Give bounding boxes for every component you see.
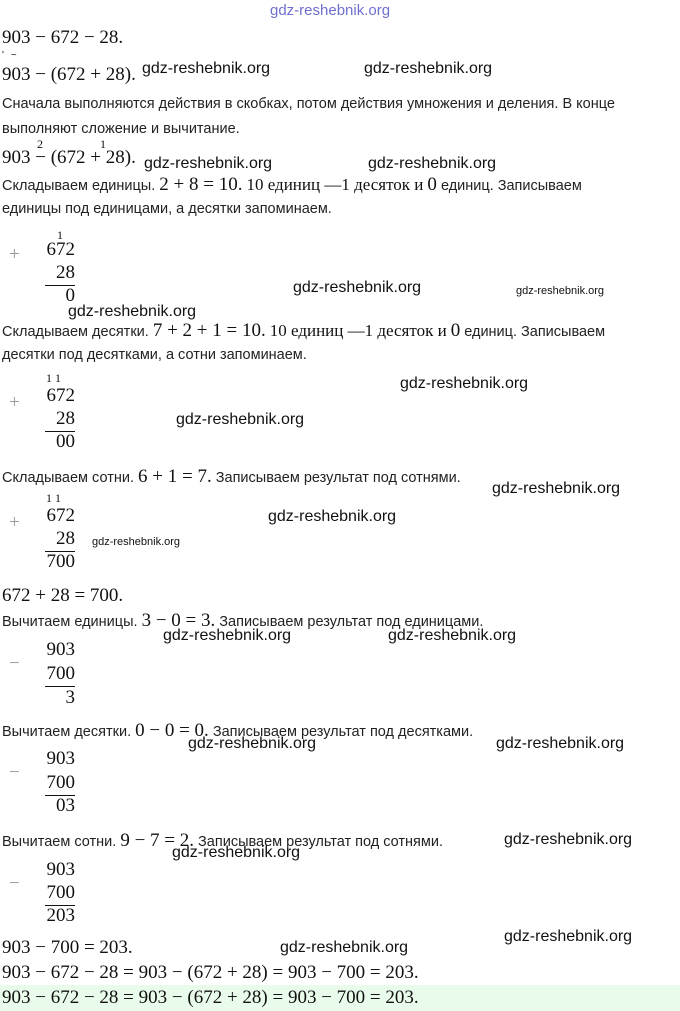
- subtraction-result: 203: [46, 905, 75, 926]
- rule-text: Сначала выполняются действия в скобках, потом действия умножения и деления. В конце выполняют сложение и вычитание.: [2, 96, 615, 137]
- watermark: gdz-reshebnik.org: [492, 480, 621, 497]
- carry-digits: 1 1: [46, 371, 61, 385]
- step-units-sub: Вычитаем единицы. 3 − 0 = 3. Записываем результат под единицами.: [2, 610, 484, 631]
- step-units-add-line2: единицы под единицами, а десятки запоминаем.: [2, 201, 332, 217]
- difference-result: 903 − 700 = 203.: [2, 937, 133, 958]
- subtrahend: 700: [46, 663, 75, 684]
- watermark: gdz-reshebnik.org: [364, 60, 493, 77]
- addition-result: 00: [56, 431, 75, 452]
- addition-result: 0: [65, 285, 75, 306]
- separator-dots: ' ~: [2, 50, 19, 61]
- addition-result: 700: [46, 551, 75, 572]
- watermark: gdz-reshebnik.org: [144, 155, 273, 172]
- addend-top: 672: [46, 385, 75, 406]
- minuend: 903: [46, 639, 75, 660]
- minus-sign: −: [9, 653, 20, 674]
- watermark: gdz-reshebnik.org: [293, 279, 422, 296]
- watermark: gdz-reshebnik.org: [280, 939, 409, 956]
- watermark: gdz-reshebnik.org: [163, 627, 292, 644]
- watermark: gdz-reshebnik.org: [172, 844, 301, 861]
- step-hundreds-sub: Вычитаем сотни. 9 − 7 = 2. Записываем результат под сотнями.: [2, 830, 444, 851]
- watermark: gdz-reshebnik.org: [516, 285, 605, 297]
- order-number-2: 2: [37, 137, 43, 151]
- final-answer: 903 − 672 − 28 = 903 − (672 + 28) = 903 − 700 = 203.: [2, 987, 419, 1008]
- watermark: gdz-reshebnik.org: [496, 735, 625, 752]
- watermark: gdz-reshebnik.org: [400, 375, 529, 392]
- watermark-top: gdz-reshebnik.org: [270, 2, 391, 19]
- watermark: gdz-reshebnik.org: [142, 60, 271, 77]
- watermark: gdz-reshebnik.org: [68, 303, 197, 320]
- carry-digit: 1: [57, 228, 63, 242]
- watermark: gdz-reshebnik.org: [504, 928, 633, 945]
- subtraction-result: 03: [56, 795, 75, 816]
- watermark: gdz-reshebnik.org: [388, 627, 517, 644]
- step-tens-add-line2: десятки под десятками, а сотни запоминаем.: [2, 347, 307, 363]
- watermark: gdz-reshebnik.org: [188, 735, 317, 752]
- plus-sign: +: [9, 244, 20, 265]
- watermark: gdz-reshebnik.org: [504, 831, 633, 848]
- order-expression: 903 − (672 + 28).: [2, 147, 136, 168]
- step-tens-add: Складываем десятки. 7 + 2 + 1 = 10. 10 единиц —1 десяток и 0 единиц. Записываем: [2, 320, 606, 341]
- step-hundreds-add: Складываем сотни. 6 + 1 = 7. Записываем результат под сотнями.: [2, 466, 461, 487]
- subtrahend: 700: [46, 772, 75, 793]
- addend-bottom: 28: [56, 262, 75, 283]
- minus-sign: −: [9, 873, 20, 894]
- subtraction-result: 3: [65, 687, 75, 708]
- minuend: 903: [46, 859, 75, 880]
- watermark: gdz-reshebnik.org: [368, 155, 497, 172]
- addend-top: 672: [46, 239, 75, 260]
- minuend: 903: [46, 748, 75, 769]
- minus-sign: −: [9, 762, 20, 783]
- step-tens-sub: Вычитаем десятки. 0 − 0 = 0. Записываем результат под десятками.: [2, 720, 474, 741]
- plus-sign: +: [9, 512, 20, 533]
- addend-top: 672: [46, 505, 75, 526]
- addend-bottom: 28: [56, 408, 75, 429]
- subtrahend: 700: [46, 882, 75, 903]
- plus-sign: +: [9, 392, 20, 413]
- step-units-add: Складываем единицы. 2 + 8 = 10. 10 единиц —1 десяток и 0 единиц. Записываем: [2, 174, 582, 195]
- sum-result: 672 + 28 = 700.: [2, 585, 124, 606]
- carry-digits: 1 1: [46, 491, 61, 505]
- watermark: gdz-reshebnik.org: [268, 508, 397, 525]
- watermark: gdz-reshebnik.org: [176, 411, 305, 428]
- watermark: gdz-reshebnik.org: [92, 536, 181, 548]
- order-number-1: 1: [100, 137, 106, 151]
- addend-bottom: 28: [56, 528, 75, 549]
- header-expression: 903 − 672 − 28.: [2, 27, 124, 48]
- final-equation: 903 − 672 − 28 = 903 − (672 + 28) = 903 − 700 = 203.: [2, 962, 419, 983]
- bracket-expression: 903 − (672 + 28).: [2, 64, 136, 85]
